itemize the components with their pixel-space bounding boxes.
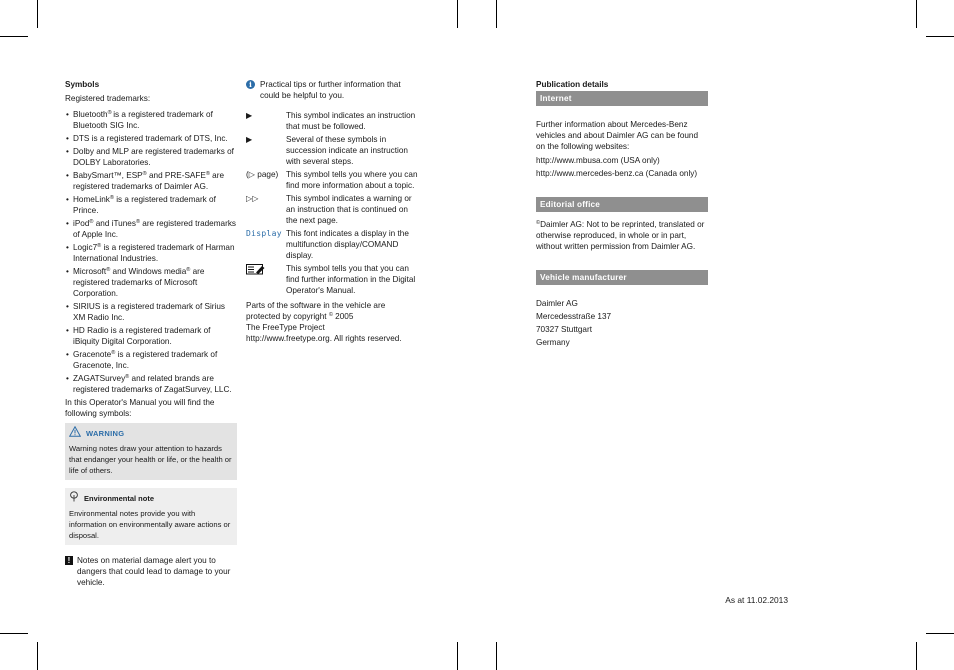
display-font-sample: Display [246, 229, 282, 238]
crop-mark [0, 633, 28, 634]
crop-mark [916, 0, 917, 28]
manual-intro: In this Operator's Manual you will find the following symbols: [65, 398, 215, 418]
manufacturer-section-bar: Vehicle manufacturer [536, 270, 708, 285]
column-middle [246, 79, 418, 346]
environmental-box [65, 488, 237, 545]
crop-mark [37, 642, 38, 670]
crop-mark [496, 642, 497, 670]
symbol-description: This symbol indicates an instruction that must be followed. [286, 111, 416, 131]
list-item: • BabySmart™, ESP® and PRE-SAFE® are registered trademarks of Daimler AG. [65, 170, 237, 192]
list-item: • Microsoft® and Windows media® are registered trademarks of Microsoft Corporation. [65, 266, 237, 299]
symbol-row [246, 110, 418, 132]
crop-mark [926, 36, 954, 37]
page-reference-symbol: (▷ page) [246, 170, 279, 179]
symbol-row [246, 169, 418, 191]
symbol-description: This symbol tells you where you can find more information about a topic. [286, 170, 418, 190]
symbol-description: Several of these symbols in succession indicate an instruction with several steps. [286, 135, 408, 166]
software-copyright: Parts of the software in the vehicle are protected by copyright © 2005 [246, 301, 386, 321]
list-item: • ZAGATSurvey® and related brands are registered trademarks of ZagatSurvey, LLC. [65, 373, 237, 395]
exclamation-icon: ! [65, 556, 73, 565]
address-line: Mercedesstraße 137 [536, 312, 612, 321]
crop-mark [916, 642, 917, 670]
registered-intro: Registered trademarks: [65, 94, 151, 103]
material-note [65, 555, 237, 588]
info-icon: i [246, 80, 255, 89]
url-canada: http://www.mercedes-benz.ca (Canada only) [536, 169, 698, 178]
crop-mark [37, 0, 38, 28]
symbol-description: This font indicates a display in the multifunction display/COMAND display. [286, 229, 409, 260]
editorial-text: ©Daimler AG: Not to be reprinted, translated or otherwise reproduced, in whole or in part, without written permission from Daimler AG. [536, 220, 705, 251]
symbol-row [246, 228, 418, 261]
environmental-leaf-icon [69, 491, 79, 505]
list-item: • SIRIUS is a registered trademark of Sirius XM Radio Inc. [65, 301, 237, 323]
internet-text: Further information about Mercedes-Benz vehicles and about Daimler AG can be found on the following websites: [536, 120, 699, 151]
continued-arrows-icon: ▷▷ [246, 194, 259, 203]
list-item: • HD Radio is a registered trademark of iBiquity Digital Corporation. [65, 325, 237, 347]
list-item: • iPod® and iTunes® are registered trademarks of Apple Inc. [65, 218, 237, 240]
crop-mark [926, 633, 954, 634]
publication-details-title: Publication details [536, 80, 609, 89]
crop-mark [496, 0, 497, 28]
instruction-arrow-icon: ▶ [246, 111, 253, 120]
trademark-list [65, 109, 237, 395]
list-item: • Gracenote® is a registered trademark of Gracenote, Inc. [65, 349, 237, 371]
freetype-url-line: http://www.freetype.org. All rights reserved. [246, 334, 402, 343]
crop-mark [457, 642, 458, 670]
symbol-row [246, 263, 418, 296]
warning-box [65, 423, 237, 480]
warning-triangle-icon [69, 426, 81, 440]
environmental-label: Environmental note [84, 493, 155, 503]
column-left [65, 79, 237, 588]
warning-label: WARNING [86, 428, 125, 438]
freetype-line: The FreeType Project [246, 323, 325, 332]
address-line: Daimler AG [536, 299, 578, 308]
symbol-description: This symbol tells you that you can find further information in the Digital Operator's Manual. [286, 264, 416, 295]
editorial-section-bar: Editorial office [536, 197, 708, 212]
list-item: • Bluetooth® is a registered trademark of Bluetooth SIG Inc. [65, 109, 237, 131]
address-line: 70327 Stuttgart [536, 325, 592, 334]
list-item: • Logic7® is a registered trademark of Harman International Industries. [65, 242, 237, 264]
url-usa: http://www.mbusa.com (USA only) [536, 156, 660, 165]
symbol-description: This symbol indicates a warning or an instruction that is continued on the next page. [286, 194, 412, 225]
material-text: Notes on material damage alert you to dangers that could lead to damage to your vehicle. [77, 556, 231, 587]
list-item: • Dolby and MLP are registered trademarks of DOLBY Laboratories. [65, 146, 237, 168]
as-at-date: As at 11.02.2013 [725, 595, 788, 605]
digital-manual-icon [246, 263, 286, 296]
crop-mark [0, 36, 28, 37]
symbol-row [246, 193, 418, 226]
tip-text: Practical tips or further information that could be helpful to you. [260, 80, 401, 100]
crop-mark [457, 0, 458, 28]
instruction-arrow-icon: ▶ [246, 135, 253, 144]
list-item: • HomeLink® is a registered trademark of Prince. [65, 194, 237, 216]
tip-note [246, 79, 418, 101]
symbols-heading: Symbols [65, 80, 100, 89]
address-line: Germany [536, 338, 570, 347]
environmental-text: Environmental notes provide you with information on environmentally aware actions or disposal. [69, 509, 231, 540]
symbol-row [246, 134, 418, 167]
list-item: • DTS is a registered trademark of DTS, Inc. [65, 133, 237, 144]
warning-text: Warning notes draw your attention to hazards that endanger your health or life, or the health or life of others. [69, 444, 232, 475]
internet-section-bar: Internet [536, 91, 708, 106]
column-right [536, 79, 708, 350]
